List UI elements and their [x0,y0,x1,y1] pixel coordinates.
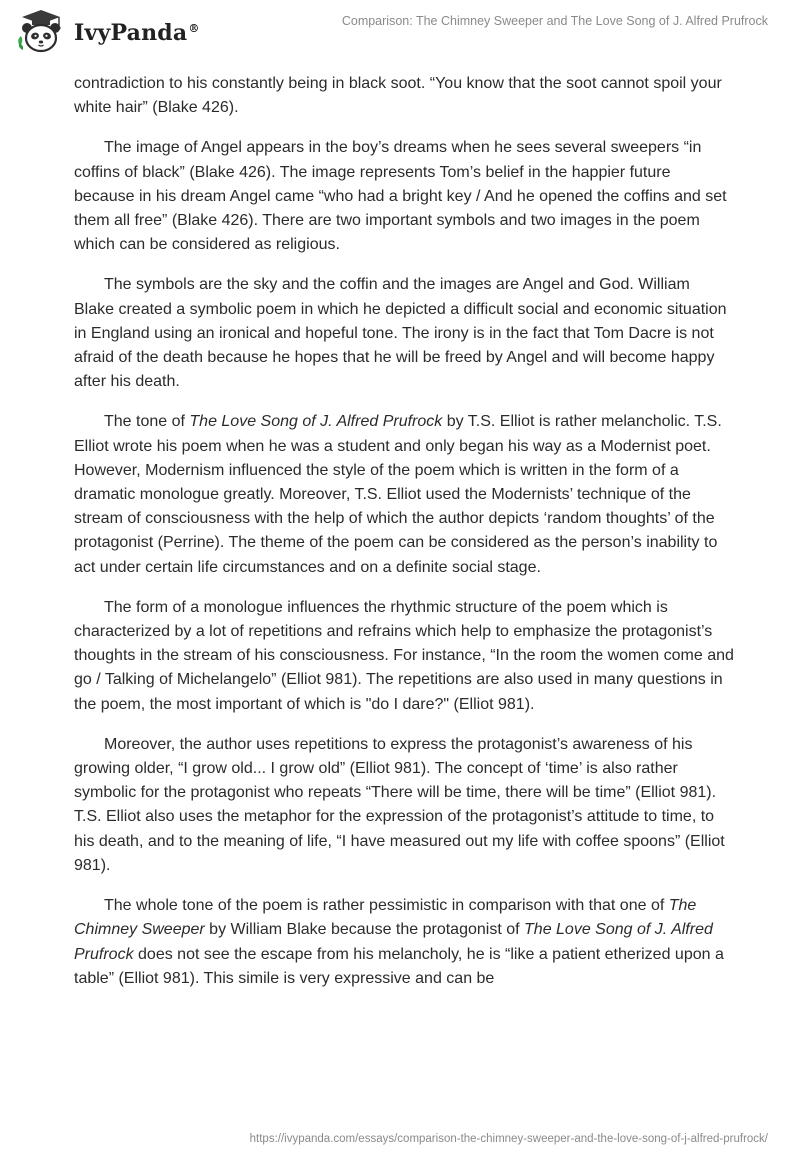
source-url[interactable]: https://ivypanda.com/essays/comparison-the-chimney-sweeper-and-the-love-song-of-j-alfred-prufrock/ [249,1133,768,1145]
panda-graduation-cap-icon [14,8,68,54]
essay-paragraph [74,733,734,878]
page-header [0,0,800,70]
paragraph-text: by William Blake because the protagonist of [204,921,525,939]
document-title: Comparison: The Chimney Sweeper and The Love Song of J. Alfred Prufrock [341,14,768,28]
paragraph-text: does not see the escape from his melancholy, he is “like a patient etherized upon a table” (Elliot 981). This simile is very expressive and can be [74,945,724,987]
logo-text: IvyPanda [74,20,188,46]
paragraph-text: contradiction to his constantly being in black soot. “You know that the soot cannot spoil your white hair” (Blake 426). [74,75,722,117]
paragraph-text: The tone of [104,413,190,431]
paragraph-text: The whole tone of the poem is rather pessimistic in comparison with that one of [104,897,669,915]
essay-paragraph [74,72,734,120]
work-title: The Love Song of J. Alfred Prufrock [74,921,713,963]
registered-mark: ® [188,21,200,35]
essay-paragraph [74,136,734,257]
paragraph-text: Moreover, the author uses repetitions to express the protagonist’s awareness of his growing older, “I grow old... I grow old” (Elliot 981). The concept of ‘time’ is also rather symbolic for the protagonist who repeats “There will be time, there will be time” (Elliot 981). T.S. Elliot also uses the metaphor for the expression of the protagonist’s attitude to time, to his death, and to the meaning of life, “I have measured out my life with coffee spoons” (Elliot 981). [74,735,725,874]
work-title: The Chimney Sweeper [74,897,697,939]
essay-body [74,72,734,1007]
essay-paragraph [74,410,734,579]
paragraph-text: The symbols are the sky and the coffin and the images are Angel and God. William Blake created a symbolic poem in which he depicted a difficult social and economic situation in England using an ironical and hopeful tone. The irony is in the fact that Tom Dacre is not afraid of the death because he hopes that he will be freed by Angel and will become happy after his death. [74,276,727,391]
paragraph-text: The image of Angel appears in the boy’s dreams when he sees several sweepers “in coffins of black” (Blake 426). The image represents Tom’s belief in the happier future because in his dream Angel came “who had a bright key / And he opened the coffins and set them all free” (Blake 426). There are two important symbols and two images in the poem which can be considered as religious. [74,139,727,254]
work-title: The Love Song of J. Alfred Prufrock [189,413,443,431]
ivypanda-logo[interactable] [14,8,200,54]
paragraph-text: by T.S. Elliot is rather melancholic. T.S. Elliot wrote his poem when he was a student and only began his way as a Modernist poet. However, Modernism influenced the style of the poem which is written in the form of a dramatic monologue greatly. Moreover, T.S. Elliot used the Modernists’ technique of the stream of consciousness with the help of which the author depicts ‘random thoughts’ of the protagonist (Perrine). The theme of the poem can be considered as the person’s inability to act under certain life circumstances and on a definite social stage. [74,413,722,576]
paragraph-text: The form of a monologue influences the rhythmic structure of the poem which is characterized by a lot of repetitions and refrains which help to emphasize the protagonist’s thoughts in the stream of his consciousness. For instance, “In the room the women come and go / Talking of Michelangelo” (Elliot 981). The repetitions are also used in many questions in the poem, the most important of which is "do I dare?" (Elliot 981). [74,598,734,713]
essay-paragraph [74,894,734,991]
logo-wordmark [74,20,200,46]
essay-paragraph [74,273,734,394]
essay-paragraph [74,596,734,717]
